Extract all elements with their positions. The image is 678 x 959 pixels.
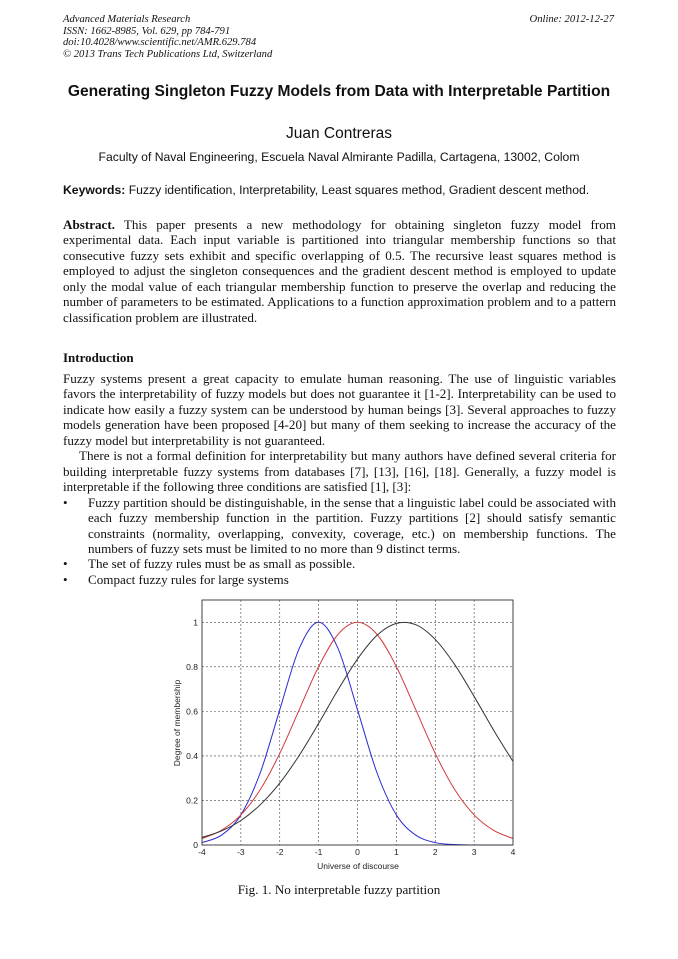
affiliation: Faculty of Naval Engineering, Escuela Naval Almirante Padilla, Cartagena, 13002, Colom xyxy=(98,150,580,164)
series-line-red xyxy=(202,622,513,838)
journal-name: Advanced Materials Research xyxy=(63,14,191,25)
online-date: Online: 2012-12-27 xyxy=(529,14,614,25)
issn: ISSN: 1662-8985, Vol. 629, pp 784-791 xyxy=(63,25,231,37)
y-tick-label: 1 xyxy=(193,617,198,628)
x-tick-label: 3 xyxy=(471,847,477,857)
x-tick-label: 4 xyxy=(510,847,516,857)
bullet-icon: • xyxy=(63,494,68,510)
paper-title: Generating Singleton Fuzzy Models from Data with Interpretable Partition xyxy=(67,83,611,100)
list-item-text: The set of fuzzy rules must be as small as possible. xyxy=(88,556,356,572)
y-tick-label: 0.8 xyxy=(186,661,198,672)
bullet-icon: • xyxy=(63,571,68,587)
author: Juan Contreras xyxy=(286,125,392,142)
criteria-list xyxy=(63,495,616,588)
list-item xyxy=(63,495,616,557)
journal-header xyxy=(63,14,272,60)
section-heading-introduction: Introduction xyxy=(63,350,134,365)
abstract xyxy=(63,217,616,325)
bullet-icon: • xyxy=(63,556,68,572)
introduction-body xyxy=(63,371,616,587)
copyright: © 2013 Trans Tech Publications Ltd, Switzerland xyxy=(63,48,273,60)
abstract-label: Abstract. xyxy=(63,217,115,232)
x-tick-label: 2 xyxy=(432,847,438,857)
list-item-text: Fuzzy partition should be distinguishable, in the sense that a linguistic label could be associated with each fuzzy membership function in the partition. Fuzzy partitions [2] should satisfy semantic constraints (normality, overlapping, convexity, coverage, etc.) on membership functions. The numbers of fuzzy sets must be limited to no more than 9 distinct terms. xyxy=(88,494,617,556)
abstract-text: This paper presents a new methodology for obtaining singleton fuzzy model from experimental data. Each input variable is partitioned into triangular membership functions so that consecutive fuzzy sets exhibit and specific overlapping of 0.5. The recursive least squares method is employed to adjust the singleton consequences and the gradient descent method is employed to update only the modal value of each triangular membership function to preserve the overlap and reducing the number of parameters to be estimated. Applications to a function approximation problem and to a pattern classification problem are illustrated. xyxy=(63,217,616,325)
y-tick-label: 0.4 xyxy=(186,750,198,761)
x-tick-label: -4 xyxy=(198,847,206,857)
keywords-label: Keywords: xyxy=(63,183,126,197)
x-tick-label: -3 xyxy=(237,847,245,857)
x-tick-label: -2 xyxy=(275,847,284,857)
y-tick-label: 0.6 xyxy=(186,706,198,717)
figure-caption: Fig. 1. No interpretable fuzzy partition xyxy=(237,882,441,897)
doi: doi:10.4028/www.scientific.net/AMR.629.784 xyxy=(63,37,257,49)
x-tick-label: 1 xyxy=(394,847,399,857)
y-tick-label: 0.2 xyxy=(186,795,198,806)
list-item xyxy=(63,556,616,571)
y-axis-label: Degree of membership xyxy=(172,679,182,767)
chart-grid xyxy=(202,600,513,845)
x-tick-label: 0 xyxy=(355,847,360,857)
keywords xyxy=(63,183,589,197)
membership-chart xyxy=(160,595,530,875)
y-tick-label: 0 xyxy=(193,840,198,850)
keywords-text: Fuzzy identification, Interpretability, Least squares method, Gradient descent method. xyxy=(125,183,590,197)
chart-ticks xyxy=(186,617,515,857)
paragraph: Fuzzy systems present a great capacity to emulate human reasoning. The use of linguistic variables favors the interpretability of fuzzy models but does not guarantee it [1-2]. Interpretability can be used to indicate how easily a fuzzy system can be understood by human beings [3]. Several approaches to fuzzy models generation have been proposed [4-20] but many of them seeking to increase the accuracy of the fuzzy model but interpretability is not guaranteed. xyxy=(63,371,616,448)
x-axis-label: Universe of discourse xyxy=(317,861,399,871)
list-item xyxy=(63,572,616,587)
list-item-text: Compact fuzzy rules for large systems xyxy=(88,571,289,587)
x-tick-label: -1 xyxy=(314,847,323,857)
paragraph: There is not a formal definition for interpretability but many authors have defined several criteria for building interpretable fuzzy systems from databases [7], [13], [16], [18]. Generally, a fuzzy model is interpretable if the following three conditions are satisfied [1], [3]: xyxy=(63,448,616,495)
